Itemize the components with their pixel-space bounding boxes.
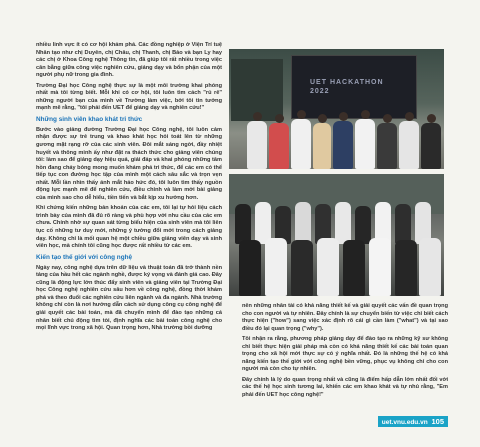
person <box>269 123 289 169</box>
person <box>247 121 267 169</box>
paragraph: Trường Đại học Công nghệ thực sự là một môi trường khai phóng nhất mà tôi từng biết. Mỗi khi có cơ hội, tôi luôn tìm cách "rủ rê" những người bạn của mình về Trường làm việc, bởi tôi tin tưởng mạnh mẽ rằng, "tôi phải đến UET để giảng dạy và nghiên cứu!" <box>36 82 222 112</box>
person <box>395 204 411 244</box>
footer-site-link[interactable]: uet.vnu.edu.vn <box>381 419 428 426</box>
person-head <box>383 114 392 123</box>
person <box>355 119 375 169</box>
person-head <box>318 114 327 123</box>
paragraph: Bước vào giảng đường Trường Đại học Công nghệ, tôi luôn cảm nhận được sự trẻ trung và khao khát học hỏi toát lên từ những gương mặt rạng rỡ của các sinh viên. Đôi mắt sáng ngời, đầy nhiệt huyết và thông minh ấy như đặt ra thách thức cho giảng viên chúng tôi: làm sao để giảng dạy hiệu quả, giải đáp và khai phóng những tâm hồn đang cháy bỏng mong muốn khám phá tri thức, để các em có thể tiếp tục con đường học tập của mình một cách sâu sắc và trọn vẹn nhất. Mỗi lần nhìn thấy ánh mắt háo hức đó, tôi luôn tìm thấy nguồn động lực mạnh mẽ để nghiên cứu, điều chỉnh và làm mới bài giảng của mình sao cho dễ hiểu, tiền tiến và bắt kịp xu hướng hơn. <box>36 126 222 201</box>
person-head <box>427 114 436 123</box>
person <box>377 123 397 169</box>
person <box>343 240 365 296</box>
person <box>239 240 261 296</box>
paragraph: Ngày nay, công nghệ dựa trên dữ liệu và thuật toán đã trở thành nền tảng của hầu hết các ngành nghề, được ký vọng và đánh giá cao. Đây cũng là động lực lớn thúc đẩy sinh viên và giảng viên tại Trường Đại học Công nghệ nghiên cứu sâu hơn về công nghệ, đồng thời khám phá và theo đuổi các nghiên cứu liên ngành và đa ngành. Nhà trường không chỉ còn là nơi hướng dẫn cách sử dụng công cụ công nghệ để giải quyết các bài toán, mà đã chuyển mình để đào tạo những cá nhân biết chủ động tìm tòi, định nghĩa các bài toán công nghệ cho mọi lĩnh vực trong xã hội. Quan trọng hơn, Nhà trường bồi dưỡng <box>36 264 222 332</box>
hackathon-group-photo <box>229 49 444 169</box>
section-heading: Kiến tạo thế giới với công nghệ <box>36 253 133 261</box>
person <box>333 121 353 169</box>
paragraph: nên những nhân tài có khả năng thiết kế và giải quyết các vấn đề quan trọng cho con người và tự nhiên. Đây chính là sự chuyển biến từ việc chỉ biết cách thực hiện ("how") sang việc xác định rõ cái gì cần làm ("what") và tại sao điều đó lại quan trọng ("why"). <box>242 303 448 332</box>
person <box>355 206 371 244</box>
person <box>421 123 441 169</box>
paragraph: Tôi nhận ra rằng, phương pháp giảng dạy để đào tạo ra những kỹ sư không chỉ biết thực hiện giải pháp mà còn có khả năng thiết kế các bài toán quan trọng cho xã hội mới thực sự có ý nghĩa nhất. Đó là những thế hệ có khả năng kiến tạo thế giới với công nghệ bền vững, phục vụ không chỉ cho con người mà còn cho tự nhiên. <box>242 336 448 373</box>
person <box>317 238 339 296</box>
person-head <box>297 110 306 119</box>
paragraph: nhiều linh vực ít có cơ hội khám phá. Các đồng nghiệp ở Viện Trí tuệ Nhân tạo như chị Duyên, chị Châu, chị Thanh, chị Bảo và bạn Ly hay các chị ở Khoa Công nghệ Thông tin, đã giúp tôi rất nhiều trong việc cân bằng giữa công việc nghiên cứu, giảng dạy và bổn phận của một người phụ nữ trong gia đình. <box>36 42 222 79</box>
person <box>399 121 419 169</box>
person <box>265 238 287 296</box>
person-head <box>361 110 370 119</box>
student-group-photo <box>229 174 444 296</box>
right-column <box>242 303 448 403</box>
person <box>313 123 331 169</box>
page-footer <box>378 416 448 427</box>
person <box>235 204 251 244</box>
person-head <box>405 112 414 121</box>
person <box>295 202 311 244</box>
person-head <box>275 114 284 123</box>
person <box>335 202 351 244</box>
paragraph: Đây chính là lý do quan trọng nhất và cũng là điểm hấp dẫn lớn nhất đối với các thế hệ học sinh tương lai, khiến các em khao khát và tự nhủ rằng, "Em phải đến UET học công nghệ!" <box>242 376 448 399</box>
person <box>291 240 313 296</box>
person <box>291 119 311 169</box>
screen-text: UET HACKATHON 2022 <box>310 79 384 95</box>
section-heading: Những sinh viên khao khát tri thức <box>36 115 143 123</box>
person-head <box>253 112 262 121</box>
person <box>369 238 391 296</box>
person-head <box>339 112 348 121</box>
paragraph: Khi chứng kiến những bản khoản của các em, tôi lại tự hỏi liệu cách trình bày của mình đã đủ rõ ràng và phù hợp với nhu cầu của các em chưa. Chính nhờ sự quan sát từng biểu hiện của sinh viên mà tôi liên tục cố những tư duy mới, những ý tưởng đổi mới trong cách giảng dạy. Không chỉ là mối quan hệ một chiều giữa giảng viên dạy và sinh viên học, mà chính tôi cũng học được rất nhiều từ các em. <box>36 205 222 250</box>
person <box>395 240 417 296</box>
projector-screen <box>291 55 417 119</box>
person <box>419 238 441 296</box>
page-number: 105 <box>431 417 444 426</box>
left-column <box>36 42 222 336</box>
